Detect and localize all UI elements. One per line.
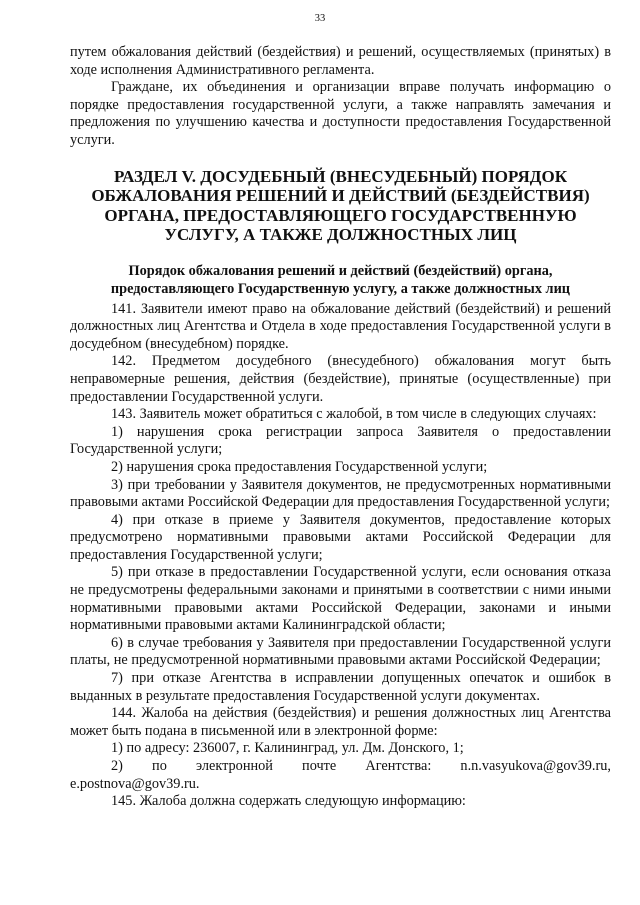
paragraph-142: 142. Предметом досудебного (внесудебного) обжалования могут быть неправомерные решения, действия (бездействие), принятые (осуществленные) при предоставлении Государственной услуги. [70,353,611,405]
list-item: 4) при отказе в приеме у Заявителя документов, предоставление которых предусмотрено нормативными правовыми актами Российской Федерации для предоставления Государственной услуги; [70,511,611,563]
paragraph: путем обжалования действий (бездействия) и решений, осуществляемых (принятых) в ходе исполнения Административного регламента. [70,44,611,78]
paragraph-144: 144. Жалоба на действия (бездействия) и решения должностных лиц Агентства может быть подана в письменной или в электронной форме: [70,705,611,739]
paragraph-141: 141. Заявители имеют право на обжалование действий (бездействий) и решений должностных лиц Агентства и Отдела в ходе предоставления Государственной услуги в досудебном (внесудебном) порядке. [70,300,611,352]
address-item: 1) по адресу: 236007, г. Калининград, ул. Дм. Донского, 1; [111,740,464,757]
section-heading: РАЗДЕЛ V. ДОСУДЕБНЫЙ (ВНЕСУДЕБНЫЙ) ПОРЯДОК ОБЖАЛОВАНИЯ РЕШЕНИЙ И ДЕЙСТВИЙ (БЕЗДЕЙСТВИЯ) ОРГАНА, ПРЕДОСТАВЛЯЮЩЕГО ГОСУДАРСТВЕННУЮ УСЛУГУ, А ТАКЖЕ ДОЛЖНОСТНЫХ ЛИЦ [91,166,590,245]
email-item: 2) по электронной почте Агентства: n.n.vasyukova@gov39.ru, e.postnova@gov39.ru. [70,758,611,792]
page-number: 33 [314,13,326,24]
list-item: 2) нарушения срока предоставления Государственной услуги; [111,458,488,475]
list-item: 3) при требовании у Заявителя документов, не предусмотренных нормативными правовыми актами Российской Федерации для предоставления Государственной услуги; [70,476,611,511]
paragraph-145: 145. Жалоба должна содержать следующую информацию: [111,793,466,810]
list-item: 7) при отказе Агентства в исправлении допущенных опечаток и ошибок в выданных в результате предоставления Государственной услуги документах. [70,670,611,704]
list-item: 1) нарушения срока регистрации запроса Заявителя о предоставлении Государственной услуги; [70,423,611,458]
list-item: 6) в случае требования у Заявителя при предоставлении Государственной услуги платы, не предусмотренной нормативными правовыми актами Российской Федерации; [70,634,611,669]
sub-heading: Порядок обжалования решений и действий (бездействий) органа, предоставляющего Государственную услугу, а также должностных лиц [110,262,571,297]
paragraph: Граждане, их объединения и организации вправе получать информацию о порядке предоставления государственной услуги, а также направлять замечания и предложения по улучшению качества и доступности предоставления Государственной услуги. [70,79,611,148]
paragraph-143: 143. Заявитель может обратиться с жалобой, в том числе в следующих случаях: [111,406,597,423]
list-item: 5) при отказе в предоставлении Государственной услуги, если основания отказа не предусмотрены федеральными законами и принятыми в соответствии с ними иными нормативными правовыми актами Российской Федерации, законами и иными нормативными правовыми актами Калининградской области; [70,564,611,634]
document-body [70,44,611,811]
